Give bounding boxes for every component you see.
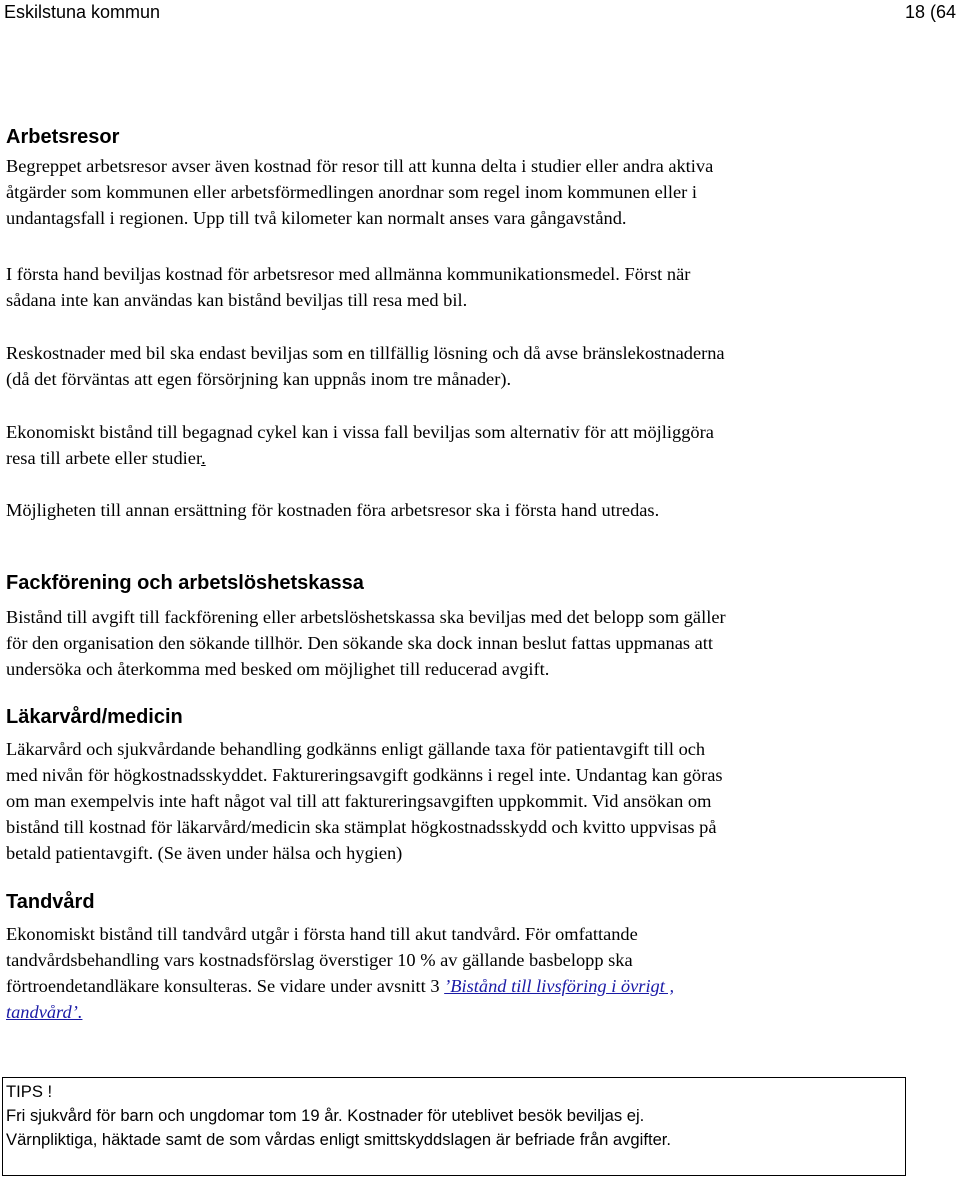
text-line: I första hand beviljas kostnad för arbetsresor med allmänna kommunikationsmedel. Först när (6, 264, 691, 284)
tips-title: TIPS ! (6, 1082, 53, 1101)
text-line: om man exempelvis inte haft något val till att faktureringsavgiften uppkommit. Vid ansökan om (6, 791, 712, 811)
header-page-number: 18 (64 (904, 2, 956, 22)
text-line: med nivån för högkostnadsskyddet. Faktureringsavgift godkänns i regel inte. Undantag kan göras (6, 765, 723, 785)
link-tandvard[interactable]: tandvård’. (6, 1002, 83, 1022)
tips-line: Värnpliktiga, häktade samt de som vårdas enligt smittskyddslagen är befriade från avgifter. (6, 1130, 672, 1149)
paragraph-fackforening (6, 604, 951, 682)
text-line: Begreppet arbetsresor avser även kostnad för resor till att kunna delta i studier eller andra aktiva (6, 156, 714, 176)
text-line (6, 445, 951, 471)
underlined-period: . (201, 448, 206, 468)
link-bistand-livsforing[interactable]: ’Bistånd till livsföring i övrigt , (444, 976, 675, 996)
paragraph-tandvard (6, 921, 951, 1025)
text-line: undantagsfall i regionen. Upp till två kilometer kan normalt anses vara gångavstånd. (6, 208, 627, 228)
text-fragment: förtroendetandläkare konsulteras. Se vidare under avsnitt 3 (6, 976, 445, 996)
heading-arbetsresor: Arbetsresor (6, 126, 120, 148)
paragraph-arbetsresor-4 (6, 419, 951, 471)
text-line: (då det förväntas att egen försörjning kan uppnås inom tre månader). (6, 369, 512, 389)
heading-lakarvard: Läkarvård/medicin (6, 706, 183, 728)
text-line: sådana inte kan användas kan bistånd beviljas till resa med bil. (6, 290, 468, 310)
heading-tandvard: Tandvård (6, 891, 95, 913)
page-header (4, 0, 956, 26)
paragraph-arbetsresor-3 (6, 340, 951, 392)
heading-fackforening: Fackförening och arbetslöshetskassa (6, 572, 364, 594)
text-line: betald patientavgift. (Se även under hälsa och hygien) (6, 843, 403, 863)
text-line: Ekonomiskt bistånd till begagnad cykel kan i vissa fall beviljas som alternativ för att möjliggöra (6, 422, 714, 442)
text-line: Läkarvård och sjukvårdande behandling godkänns enligt gällande taxa för patientavgift till och (6, 739, 706, 759)
paragraph-lakarvard (6, 736, 951, 866)
tips-box (2, 1077, 906, 1176)
text-line: Möjligheten till annan ersättning för kostnaden föra arbetsresor ska i första hand utredas. (6, 500, 660, 520)
text-line: Bistånd till avgift till fackförening eller arbetslöshetskassa ska beviljas med det belopp som gäller (6, 607, 726, 627)
text-fragment: resa till arbete eller studier (6, 448, 202, 468)
header-organization: Eskilstuna kommun (4, 2, 161, 22)
paragraph-arbetsresor-5 (6, 497, 951, 523)
text-line (6, 973, 951, 999)
text-line: bistånd till kostnad för läkarvård/medicin ska stämplat högkostnadsskydd och kvitto uppvisas på (6, 817, 717, 837)
text-line: åtgärder som kommunen eller arbetsförmedlingen anordnar som regel inom kommunen eller i (6, 182, 697, 202)
text-line: för den organisation den sökande tillhör. Den sökande ska dock innan beslut fattas uppmanas att (6, 633, 714, 653)
text-line: tandvårdsbehandling vars kostnadsförslag överstiger 10 % av gällande basbelopp ska (6, 950, 633, 970)
paragraph-arbetsresor-2 (6, 261, 951, 313)
text-line: undersöka och återkomma med besked om möjlighet till reducerad avgift. (6, 659, 550, 679)
text-line: Reskostnader med bil ska endast beviljas som en tillfällig lösning och då avse bränslekostnaderna (6, 343, 725, 363)
text-line (6, 999, 951, 1025)
text-line: Ekonomiskt bistånd till tandvård utgår i första hand till akut tandvård. För omfattande (6, 924, 638, 944)
tips-line: Fri sjukvård för barn och ungdomar tom 19 år. Kostnader för uteblivet besök beviljas ej. (6, 1106, 645, 1125)
paragraph-arbetsresor-1 (6, 153, 951, 231)
